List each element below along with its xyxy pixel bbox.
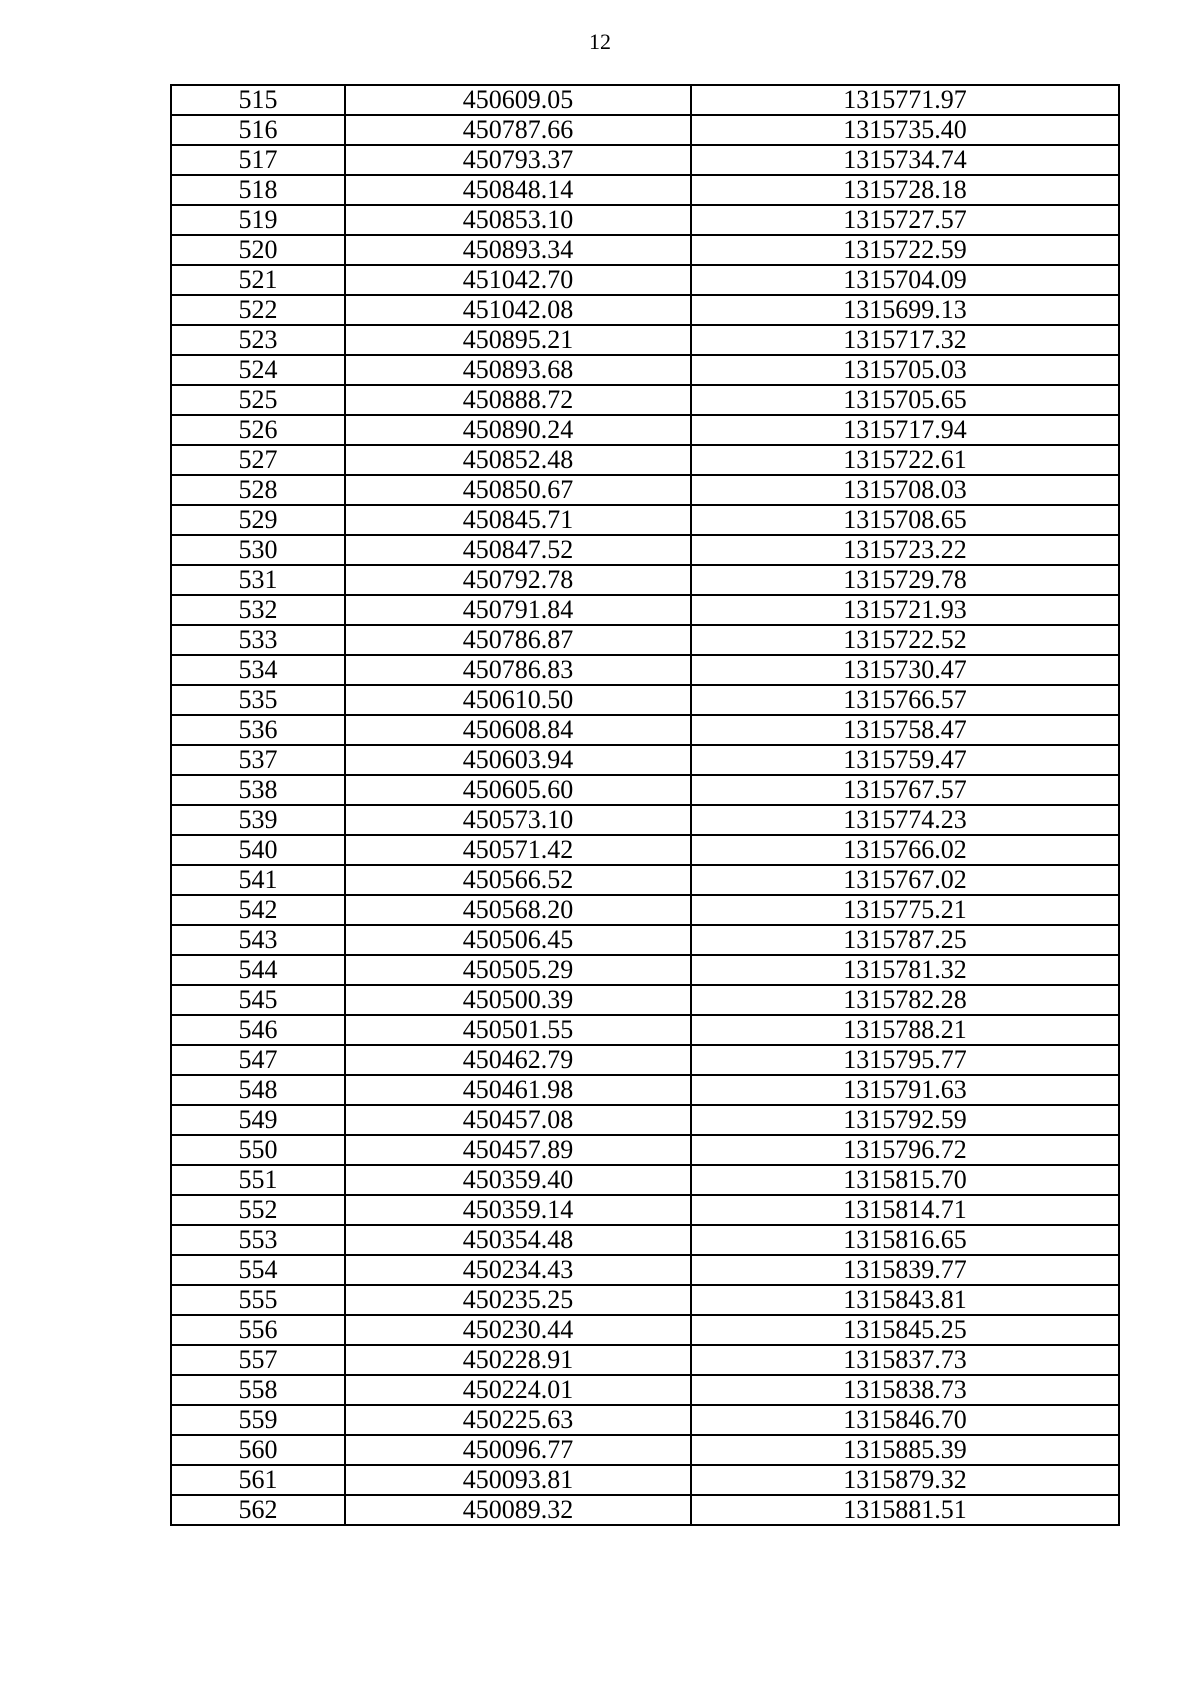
y-coordinate-cell: 1315788.21 [691, 1015, 1119, 1045]
x-coordinate-cell: 450568.20 [345, 895, 691, 925]
x-coordinate-cell: 451042.70 [345, 265, 691, 295]
y-coordinate-cell: 1315723.22 [691, 535, 1119, 565]
point-number-cell: 519 [171, 205, 345, 235]
x-coordinate-cell: 450093.81 [345, 1465, 691, 1495]
y-coordinate-cell: 1315734.74 [691, 145, 1119, 175]
x-coordinate-cell: 450089.32 [345, 1495, 691, 1525]
table-row [171, 145, 1119, 175]
coordinates-table [170, 84, 1120, 1526]
table-row [171, 1225, 1119, 1255]
coordinates-table-body [171, 85, 1119, 1525]
y-coordinate-cell: 1315767.02 [691, 865, 1119, 895]
point-number-cell: 554 [171, 1255, 345, 1285]
y-coordinate-cell: 1315782.28 [691, 985, 1119, 1015]
y-coordinate-cell: 1315722.59 [691, 235, 1119, 265]
point-number-cell: 561 [171, 1465, 345, 1495]
point-number-cell: 520 [171, 235, 345, 265]
x-coordinate-cell: 450500.39 [345, 985, 691, 1015]
point-number-cell: 552 [171, 1195, 345, 1225]
y-coordinate-cell: 1315721.93 [691, 595, 1119, 625]
table-row [171, 175, 1119, 205]
table-row [171, 1495, 1119, 1525]
y-coordinate-cell: 1315729.78 [691, 565, 1119, 595]
y-coordinate-cell: 1315838.73 [691, 1375, 1119, 1405]
x-coordinate-cell: 450096.77 [345, 1435, 691, 1465]
x-coordinate-cell: 450603.94 [345, 745, 691, 775]
point-number-cell: 526 [171, 415, 345, 445]
x-coordinate-cell: 451042.08 [345, 295, 691, 325]
table-row [171, 115, 1119, 145]
x-coordinate-cell: 450605.60 [345, 775, 691, 805]
point-number-cell: 559 [171, 1405, 345, 1435]
point-number-cell: 523 [171, 325, 345, 355]
point-number-cell: 545 [171, 985, 345, 1015]
x-coordinate-cell: 450793.37 [345, 145, 691, 175]
table-row [171, 205, 1119, 235]
y-coordinate-cell: 1315735.40 [691, 115, 1119, 145]
y-coordinate-cell: 1315879.32 [691, 1465, 1119, 1495]
y-coordinate-cell: 1315775.21 [691, 895, 1119, 925]
table-row [171, 1405, 1119, 1435]
table-row [171, 1045, 1119, 1075]
x-coordinate-cell: 450610.50 [345, 685, 691, 715]
table-row [171, 1255, 1119, 1285]
point-number-cell: 535 [171, 685, 345, 715]
table-row [171, 865, 1119, 895]
x-coordinate-cell: 450462.79 [345, 1045, 691, 1075]
y-coordinate-cell: 1315885.39 [691, 1435, 1119, 1465]
x-coordinate-cell: 450501.55 [345, 1015, 691, 1045]
table-row [171, 235, 1119, 265]
point-number-cell: 550 [171, 1135, 345, 1165]
y-coordinate-cell: 1315781.32 [691, 955, 1119, 985]
point-number-cell: 553 [171, 1225, 345, 1255]
point-number-cell: 549 [171, 1105, 345, 1135]
table-row [171, 1285, 1119, 1315]
point-number-cell: 515 [171, 85, 345, 115]
x-coordinate-cell: 450895.21 [345, 325, 691, 355]
table-row [171, 1465, 1119, 1495]
table-row [171, 1315, 1119, 1345]
point-number-cell: 540 [171, 835, 345, 865]
y-coordinate-cell: 1315787.25 [691, 925, 1119, 955]
y-coordinate-cell: 1315728.18 [691, 175, 1119, 205]
table-row [171, 1375, 1119, 1405]
table-row [171, 475, 1119, 505]
y-coordinate-cell: 1315845.25 [691, 1315, 1119, 1345]
table-row [171, 1075, 1119, 1105]
y-coordinate-cell: 1315881.51 [691, 1495, 1119, 1525]
point-number-cell: 560 [171, 1435, 345, 1465]
point-number-cell: 544 [171, 955, 345, 985]
table-row [171, 955, 1119, 985]
table-row [171, 265, 1119, 295]
table-row [171, 295, 1119, 325]
point-number-cell: 518 [171, 175, 345, 205]
point-number-cell: 527 [171, 445, 345, 475]
y-coordinate-cell: 1315766.02 [691, 835, 1119, 865]
point-number-cell: 529 [171, 505, 345, 535]
point-number-cell: 551 [171, 1165, 345, 1195]
x-coordinate-cell: 450850.67 [345, 475, 691, 505]
point-number-cell: 539 [171, 805, 345, 835]
y-coordinate-cell: 1315839.77 [691, 1255, 1119, 1285]
point-number-cell: 528 [171, 475, 345, 505]
y-coordinate-cell: 1315837.73 [691, 1345, 1119, 1375]
x-coordinate-cell: 450609.05 [345, 85, 691, 115]
x-coordinate-cell: 450566.52 [345, 865, 691, 895]
y-coordinate-cell: 1315816.65 [691, 1225, 1119, 1255]
table-row [171, 505, 1119, 535]
y-coordinate-cell: 1315705.03 [691, 355, 1119, 385]
table-row [171, 325, 1119, 355]
x-coordinate-cell: 450848.14 [345, 175, 691, 205]
table-row [171, 85, 1119, 115]
page-number: 12 [589, 29, 611, 54]
y-coordinate-cell: 1315705.65 [691, 385, 1119, 415]
y-coordinate-cell: 1315758.47 [691, 715, 1119, 745]
y-coordinate-cell: 1315708.65 [691, 505, 1119, 535]
y-coordinate-cell: 1315730.47 [691, 655, 1119, 685]
x-coordinate-cell: 450457.08 [345, 1105, 691, 1135]
table-row [171, 715, 1119, 745]
y-coordinate-cell: 1315767.57 [691, 775, 1119, 805]
x-coordinate-cell: 450359.40 [345, 1165, 691, 1195]
point-number-cell: 534 [171, 655, 345, 685]
table-row [171, 1195, 1119, 1225]
x-coordinate-cell: 450571.42 [345, 835, 691, 865]
x-coordinate-cell: 450225.63 [345, 1405, 691, 1435]
point-number-cell: 548 [171, 1075, 345, 1105]
y-coordinate-cell: 1315792.59 [691, 1105, 1119, 1135]
table-row [171, 415, 1119, 445]
y-coordinate-cell: 1315722.61 [691, 445, 1119, 475]
table-row [171, 445, 1119, 475]
x-coordinate-cell: 450230.44 [345, 1315, 691, 1345]
y-coordinate-cell: 1315708.03 [691, 475, 1119, 505]
x-coordinate-cell: 450792.78 [345, 565, 691, 595]
x-coordinate-cell: 450791.84 [345, 595, 691, 625]
x-coordinate-cell: 450890.24 [345, 415, 691, 445]
table-row [171, 1015, 1119, 1045]
x-coordinate-cell: 450235.25 [345, 1285, 691, 1315]
x-coordinate-cell: 450505.29 [345, 955, 691, 985]
x-coordinate-cell: 450893.34 [345, 235, 691, 265]
y-coordinate-cell: 1315717.32 [691, 325, 1119, 355]
table-row [171, 355, 1119, 385]
table-row [171, 835, 1119, 865]
point-number-cell: 517 [171, 145, 345, 175]
table-row [171, 805, 1119, 835]
point-number-cell: 521 [171, 265, 345, 295]
point-number-cell: 558 [171, 1375, 345, 1405]
table-row [171, 1105, 1119, 1135]
point-number-cell: 547 [171, 1045, 345, 1075]
point-number-cell: 546 [171, 1015, 345, 1045]
point-number-cell: 538 [171, 775, 345, 805]
table-row [171, 535, 1119, 565]
x-coordinate-cell: 450852.48 [345, 445, 691, 475]
table-row [171, 745, 1119, 775]
table-row [171, 685, 1119, 715]
x-coordinate-cell: 450786.87 [345, 625, 691, 655]
x-coordinate-cell: 450888.72 [345, 385, 691, 415]
x-coordinate-cell: 450786.83 [345, 655, 691, 685]
point-number-cell: 537 [171, 745, 345, 775]
x-coordinate-cell: 450847.52 [345, 535, 691, 565]
x-coordinate-cell: 450461.98 [345, 1075, 691, 1105]
point-number-cell: 536 [171, 715, 345, 745]
point-number-cell: 531 [171, 565, 345, 595]
table-row [171, 895, 1119, 925]
x-coordinate-cell: 450506.45 [345, 925, 691, 955]
y-coordinate-cell: 1315759.47 [691, 745, 1119, 775]
x-coordinate-cell: 450787.66 [345, 115, 691, 145]
point-number-cell: 530 [171, 535, 345, 565]
x-coordinate-cell: 450228.91 [345, 1345, 691, 1375]
table-row [171, 1135, 1119, 1165]
y-coordinate-cell: 1315771.97 [691, 85, 1119, 115]
table-row [171, 1435, 1119, 1465]
y-coordinate-cell: 1315846.70 [691, 1405, 1119, 1435]
point-number-cell: 543 [171, 925, 345, 955]
point-number-cell: 555 [171, 1285, 345, 1315]
x-coordinate-cell: 450853.10 [345, 205, 691, 235]
y-coordinate-cell: 1315843.81 [691, 1285, 1119, 1315]
point-number-cell: 533 [171, 625, 345, 655]
point-number-cell: 557 [171, 1345, 345, 1375]
table-row [171, 565, 1119, 595]
x-coordinate-cell: 450359.14 [345, 1195, 691, 1225]
x-coordinate-cell: 450354.48 [345, 1225, 691, 1255]
table-row [171, 985, 1119, 1015]
x-coordinate-cell: 450224.01 [345, 1375, 691, 1405]
point-number-cell: 541 [171, 865, 345, 895]
y-coordinate-cell: 1315791.63 [691, 1075, 1119, 1105]
y-coordinate-cell: 1315727.57 [691, 205, 1119, 235]
table-row [171, 595, 1119, 625]
x-coordinate-cell: 450845.71 [345, 505, 691, 535]
x-coordinate-cell: 450234.43 [345, 1255, 691, 1285]
point-number-cell: 525 [171, 385, 345, 415]
point-number-cell: 542 [171, 895, 345, 925]
y-coordinate-cell: 1315766.57 [691, 685, 1119, 715]
table-row [171, 775, 1119, 805]
point-number-cell: 524 [171, 355, 345, 385]
y-coordinate-cell: 1315774.23 [691, 805, 1119, 835]
y-coordinate-cell: 1315704.09 [691, 265, 1119, 295]
point-number-cell: 516 [171, 115, 345, 145]
point-number-cell: 556 [171, 1315, 345, 1345]
table-row [171, 1165, 1119, 1195]
point-number-cell: 522 [171, 295, 345, 325]
table-row [171, 925, 1119, 955]
x-coordinate-cell: 450893.68 [345, 355, 691, 385]
y-coordinate-cell: 1315814.71 [691, 1195, 1119, 1225]
y-coordinate-cell: 1315717.94 [691, 415, 1119, 445]
table-row [171, 655, 1119, 685]
point-number-cell: 532 [171, 595, 345, 625]
point-number-cell: 562 [171, 1495, 345, 1525]
y-coordinate-cell: 1315699.13 [691, 295, 1119, 325]
y-coordinate-cell: 1315795.77 [691, 1045, 1119, 1075]
y-coordinate-cell: 1315815.70 [691, 1165, 1119, 1195]
y-coordinate-cell: 1315722.52 [691, 625, 1119, 655]
table-row [171, 1345, 1119, 1375]
table-row [171, 385, 1119, 415]
x-coordinate-cell: 450573.10 [345, 805, 691, 835]
y-coordinate-cell: 1315796.72 [691, 1135, 1119, 1165]
table-row [171, 625, 1119, 655]
x-coordinate-cell: 450457.89 [345, 1135, 691, 1165]
x-coordinate-cell: 450608.84 [345, 715, 691, 745]
